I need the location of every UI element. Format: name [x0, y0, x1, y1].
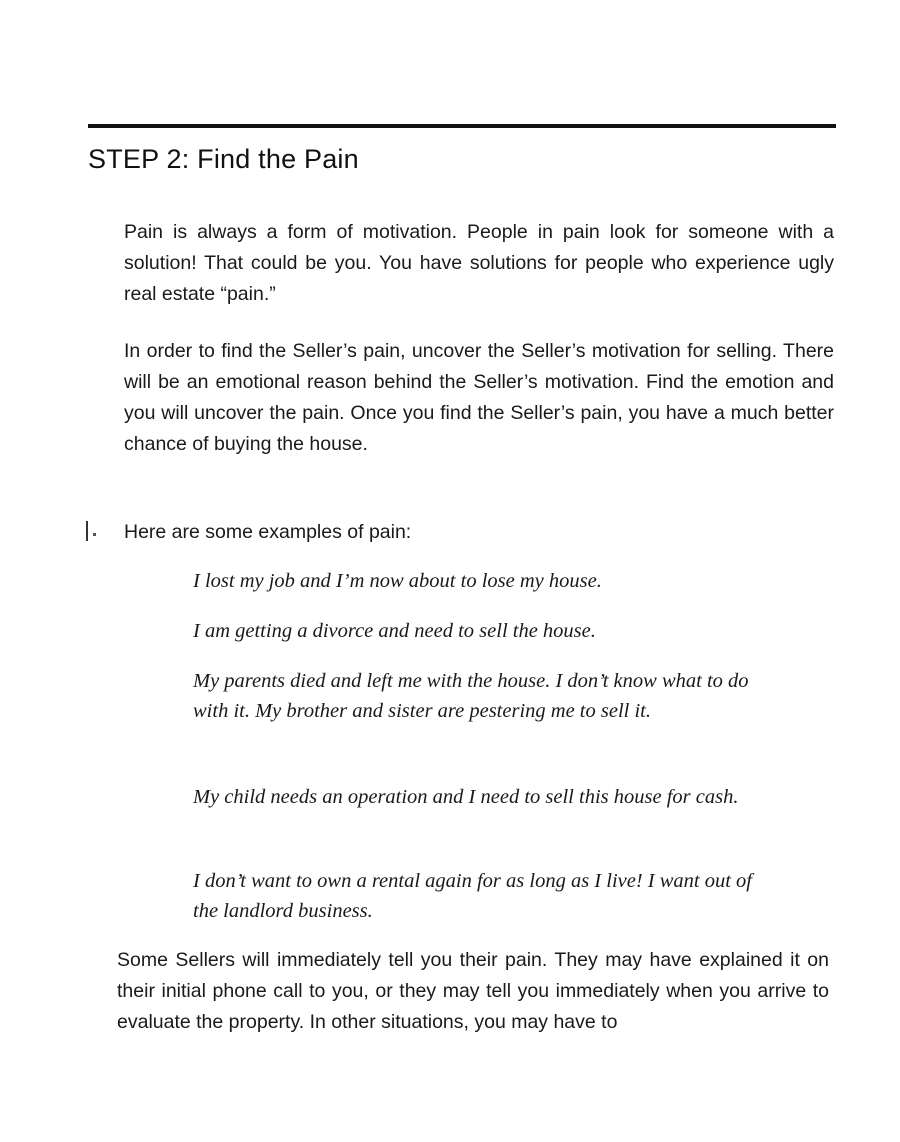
example-quote: I am getting a divorce and need to sell the house.: [193, 620, 596, 642]
paragraph-sellers-tell-pain: Some Sellers will immediately tell you their pain. They may have explained it on their initial phone call to you, or they may tell you immediately when you arrive to evaluate the property. In other situations, you may have to: [117, 949, 829, 1033]
example-quote: I don’t want to own a rental again for as long as I live! I want out of the landlord business.: [193, 870, 752, 922]
example-quote: My child needs an operation and I need to sell this house for cash.: [193, 786, 739, 808]
examples-lead-in: Here are some examples of pain:: [124, 521, 412, 543]
paragraph-pain-motivation: Pain is always a form of motivation. People in pain look for someone with a solution! That could be you. You have solutions for people who experience ugly real estate “pain.”: [124, 221, 834, 305]
section-rule: [88, 124, 836, 128]
margin-bar-mark: [86, 521, 88, 541]
paragraph-find-seller-pain: In order to find the Seller’s pain, uncover the Seller’s motivation for selling. There will be an emotional reason behind the Seller’s motivation. Find the emotion and you will uncover the pain. Once you find the Seller’s pain, you have a much better chance of buying the house.: [124, 340, 834, 455]
example-quote: I lost my job and I’m now about to lose my house.: [193, 570, 602, 592]
example-quote: My parents died and left me with the house. I don’t know what to do with it. My brother and sister are pestering me to sell it.: [193, 670, 749, 722]
margin-dot-mark: [93, 533, 96, 536]
section-heading: STEP 2: Find the Pain: [88, 144, 359, 174]
